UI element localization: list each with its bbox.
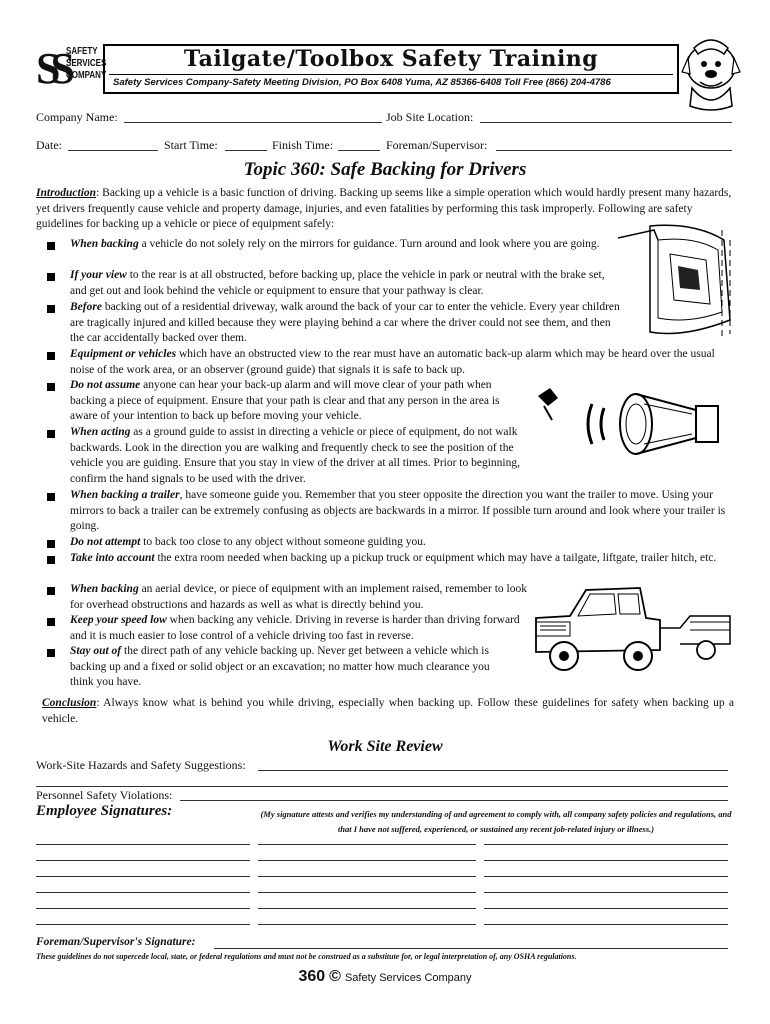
bullet-square [47,556,55,564]
topic-title: Topic 360: Safe Backing for Drivers [243,159,527,180]
signature-line[interactable] [258,876,476,877]
job-site-line[interactable] [480,122,732,123]
bullet-item: If your view to the rear is at all obstructed, before backing up, place the vehicle in park or neutral with the brake set, and get out and look behind the vehicle or equipment to ensure that your pathway is clear. [70,269,605,297]
mirror-icon [614,220,736,340]
footer-company: Safety Services Company [344,972,472,984]
mascot-icon [680,28,742,112]
review-title: Work Site Review [327,738,443,755]
foreman-field[interactable] [386,138,487,152]
company-logo [36,44,107,96]
signature-line[interactable] [484,844,728,845]
hazards-label: Work-Site Hazards and Safety Suggestions: [36,758,246,772]
signature-line[interactable] [484,876,728,877]
bullet-square [47,618,55,626]
bullet-item: When backing a vehicle do not solely rely on the mirrors for guidance. Turn around and look where you are going. [70,238,600,250]
violations-line[interactable] [180,800,728,801]
company-name-line[interactable] [124,122,382,123]
signature-line[interactable] [36,860,250,861]
signature-line[interactable] [258,892,476,893]
conclusion-paragraph [42,696,734,727]
hazards-line-2[interactable] [36,786,728,787]
violations-label: Personnel Safety Violations: [36,788,173,802]
signature-line[interactable] [484,924,728,925]
backup-alarm-icon [528,384,728,462]
finish-time-label: Finish Time: [272,138,334,152]
attest-statement: (My signature attests and verifies my understanding of and agreement to comply with, all company safety policies and regulations, and that I have not suffered, experienced, or sustained any recent job-related injury or illness.) [260,809,732,834]
bullet-square [47,540,55,548]
signature-line[interactable] [258,908,476,909]
job-site-field[interactable] [386,110,473,124]
bullet-item: Stay out of the direct path of any vehicle backing up. Never get between a vehicle which is backing up and a fixed or solid object or an excavation; no matter how much clearance you think you have. [70,645,490,688]
start-time-label: Start Time: [164,138,218,152]
bullet-square [47,493,55,501]
finish-time-field[interactable] [272,138,333,152]
bullet-square [47,430,55,438]
page-title: Tailgate/Toolbox Safety Training [183,46,599,72]
bullet-square [47,352,55,360]
start-time-line[interactable] [225,150,267,151]
signature-line[interactable] [258,860,476,861]
signature-line[interactable] [484,908,728,909]
foreman-signature-line[interactable] [214,948,728,949]
signature-line[interactable] [258,844,476,845]
bullet-square [47,242,55,250]
page-number: 360 [298,968,326,985]
page-footer [0,968,770,986]
title-box [103,44,679,94]
bullet-item: Equipment or vehicles which have an obstructed view to the rear must have an automatic back-up alarm which may be heard over the usual noise of the work area, or an observer (ground guide) that signals it is safe to back up. [70,348,715,376]
foreman-line[interactable] [496,150,732,151]
bullet-item: Do not attempt to back too close to any object without someone guiding you. [70,536,426,548]
logo-line1: SAFETY [66,46,98,57]
company-name-label: Company Name: [36,110,118,124]
intro-label: Introduction [36,187,97,199]
bullet-item: When backing a trailer, have someone guide you. Remember that you steer opposite the direction you want the trailer to move. Using your mirrors to back a trailer can be extremely confusing as objects are backwards in a mirror. If possible turn around and look where your trailer is going. [70,489,726,532]
bullet-item: Do not assume anyone can hear your back-up alarm and will move clear of your path when backing a piece of equipment. Ensure that your path is clear and that any person in the area is aware of your intention to back up before moving your vehicle. [70,379,500,422]
date-label: Date: [36,138,62,152]
signature-line[interactable] [36,876,250,877]
logo-words [66,46,106,82]
foreman-label: Foreman/Supervisor: [386,138,488,152]
bullet-square [47,383,55,391]
bullet-square [47,587,55,595]
page-subtitle: Safety Services Company-Safety Meeting Division, PO Box 6408 Yuma, AZ 85366-6408 Toll Free (866) 204-4786 [109,74,673,91]
logo-ss: SS [36,44,65,93]
signature-line[interactable] [258,924,476,925]
conclusion-label: Conclusion [42,697,97,709]
bullet-item: Keep your speed low when backing any vehicle. Driving in reverse is harder than driving forward and it is much easier to lose control of a vehicle driving too fast in reverse. [70,614,520,642]
company-name-field[interactable] [36,110,118,124]
logo-line2: SERVICES [66,58,107,69]
foreman-signature-label: Foreman/Supervisor's Signature: [36,936,196,948]
employee-signatures-label: Employee Signatures: [36,803,173,819]
signature-line[interactable] [36,908,250,909]
pickup-truck-icon [530,578,736,678]
signature-line[interactable] [484,892,728,893]
date-line[interactable] [68,150,158,151]
copyright-icon: © [329,968,341,985]
start-time-field[interactable] [164,138,218,152]
signature-line[interactable] [36,844,250,845]
intro-text: : Backing up a vehicle is a basic function of driving. Backing up seems like a simple operation which would hardly present many hazards, yet drivers frequently cause vehicle and property damage, injuries, and even fatalities by performing this task improperly. Following are safety guidelines for backing up a vehicle or piece of equipment safely: [36,187,732,230]
bullet-item: Take into account the extra room needed when backing up a pickup truck or equipment which may have a tailgate, liftgate, trailer hitch, etc. [70,552,717,564]
bullet-square [47,273,55,281]
signature-line[interactable] [484,860,728,861]
bullet-square [47,649,55,657]
logo-line3: COMPANY [66,70,107,81]
bullet-item: Before backing out of a residential driveway, walk around the back of your car to enter the vehicle. Every year children are tragically injured and killed because they were playing behind a car where the driver could not see them, and then the car accidentally backed over them. [70,301,620,344]
bullet-item: When backing an aerial device, or piece of equipment with an implement raised, remember to look for overhead obstructions and hazards as well as what is directly behind you. [70,583,528,611]
hazards-line[interactable] [258,770,728,771]
signature-line[interactable] [36,924,250,925]
bullet-item: When acting as a ground guide to assist in directing a vehicle or piece of equipment, do not walk backwards. Look in the direction you are walking and frequently check to see the position of the vehicle you are guiding. Ensure that you stay in view of the driver at all times. Prior to beginning, confirm the hand signals to be used with the driver. [70,426,520,485]
signature-line[interactable] [36,892,250,893]
conclusion-text: : Always know what is behind you while driving, especially when backing up. Follow these guidelines for safety when backing up a vehicle. [42,697,734,725]
date-field[interactable] [36,138,62,152]
bullet-square [47,305,55,313]
job-site-label: Job Site Location: [386,110,474,124]
finish-time-line[interactable] [338,150,380,151]
disclaimer: These guidelines do not supercede local, state, or federal regulations and must not be construed as a substitute for, or legal interpretation of, any OSHA regulations. [36,952,577,961]
